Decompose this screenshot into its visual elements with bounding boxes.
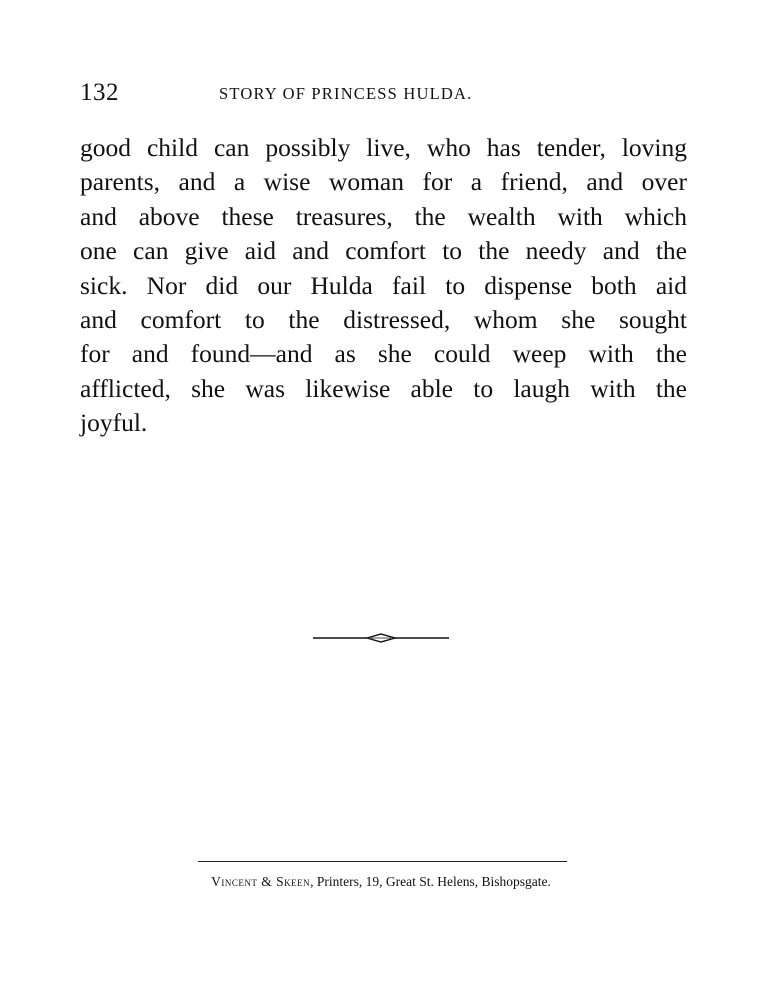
running-title: STORY OF PRINCESS HULDA. xyxy=(219,84,473,103)
text-line: parents, and a wise woman for a friend, and over xyxy=(80,167,687,197)
diamond-rule-ornament-icon xyxy=(313,630,449,646)
footer-rule xyxy=(198,861,567,862)
printer-address: , Printers, 19, Great St. Helens, Bishopsgate. xyxy=(310,874,551,889)
text-line: sick. Nor did our Hulda fail to dispense both aid xyxy=(80,270,687,300)
text-line: good child can possibly live, who has tender, loving xyxy=(80,133,687,162)
running-head xyxy=(80,76,550,110)
printer-names: Vincent & Skeen xyxy=(211,874,311,889)
text-line: and comfort to the distressed, whom she sought xyxy=(80,304,687,334)
printer-imprint xyxy=(150,872,612,892)
text-line: one can give aid and comfort to the needy and the xyxy=(80,236,687,266)
text-line: and above these treasures, the wealth with which xyxy=(80,201,687,231)
text-line: for and found—and as she could weep with the xyxy=(80,339,687,369)
text-line: afflicted, she was likewise able to laugh with the xyxy=(80,373,687,403)
body-text xyxy=(80,131,687,441)
text-line: joyful. xyxy=(80,408,148,438)
page-number: 132 xyxy=(80,79,119,106)
